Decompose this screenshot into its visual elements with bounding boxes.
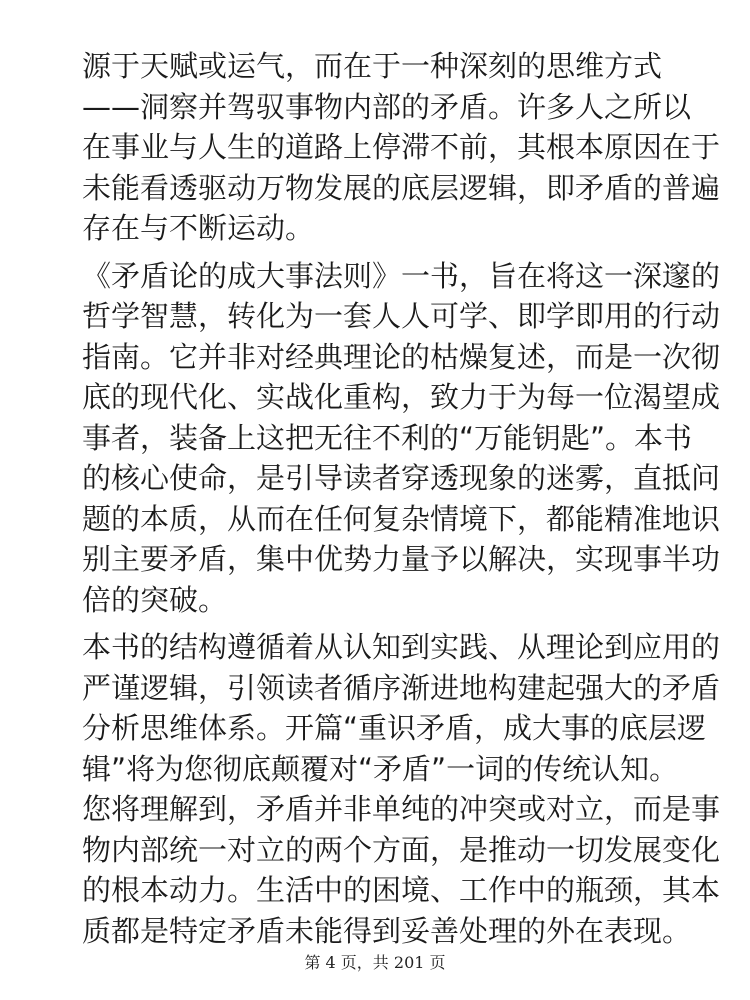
text-line: 的核心使命，是引导读者穿透现象的迷雾，直抵问 — [82, 461, 721, 495]
text-line: 底的现代化、实战化重构，致力于为每一位渴望成 — [82, 380, 721, 414]
text-line: 源于天赋或运气，而在于一种深刻的思维方式 — [82, 49, 663, 83]
document-body — [82, 46, 721, 951]
text-line: 哲学智慧，转化为一套人人可学、即学即用的行动 — [82, 299, 721, 333]
text-line: 您将理解到，矛盾并非单纯的冲突或对立，而是事 — [82, 792, 721, 826]
paragraph-1 — [82, 46, 721, 249]
paragraph-2 — [82, 256, 721, 621]
text-line: 的根本动力。生活中的困境、工作中的瓶颈，其本 — [82, 873, 721, 907]
text-line: 物内部统一对立的两个方面，是推动一切发展变化 — [82, 832, 721, 867]
text-line: 倍的突破。 — [82, 582, 228, 617]
text-line: 辑”将为您彻底颠覆对“矛盾”一词的传统认知。 — [82, 751, 679, 786]
text-line: 《矛盾论的成大事法则》一书，旨在将这一深邃的 — [82, 258, 721, 293]
paragraph-spacer — [82, 620, 682, 627]
text-line: 质都是特定矛盾未能得到妥善处理的外在表现。 — [82, 913, 692, 948]
text-line: ——洞察并驾驭事物内部的矛盾。许多人之所以 — [82, 89, 692, 124]
text-line: 事者，装备上这把无往不利的“万能钥匙”。本书 — [82, 420, 693, 455]
text-line: 本书的结构遵循着从认知到实践、从理论到应用的 — [82, 630, 721, 664]
paragraph-3 — [82, 627, 721, 951]
text-line: 存在与不断运动。 — [82, 211, 315, 245]
page-number-footer: 第 4 页，共 201 页 — [304, 953, 446, 972]
text-line: 在事业与人生的道路上停滞不前，其根本原因在于 — [82, 130, 721, 164]
text-line: 别主要矛盾，集中优势力量予以解决，实现事半功 — [82, 542, 721, 576]
paragraph-spacer — [82, 249, 682, 256]
text-line: 分析思维体系。开篇“重识矛盾，成大事的底层逻 — [82, 711, 707, 745]
text-line: 严谨逻辑，引领读者循序渐进地构建起强大的矛盾 — [82, 670, 721, 705]
text-line: 指南。它并非对经典理论的枯燥复述，而是一次彻 — [82, 339, 721, 374]
text-line: 题的本质，从而在任何复杂情境下，都能精准地识 — [82, 501, 721, 536]
text-line: 未能看透驱动万物发展的底层逻辑，即矛盾的普遍 — [82, 170, 721, 205]
